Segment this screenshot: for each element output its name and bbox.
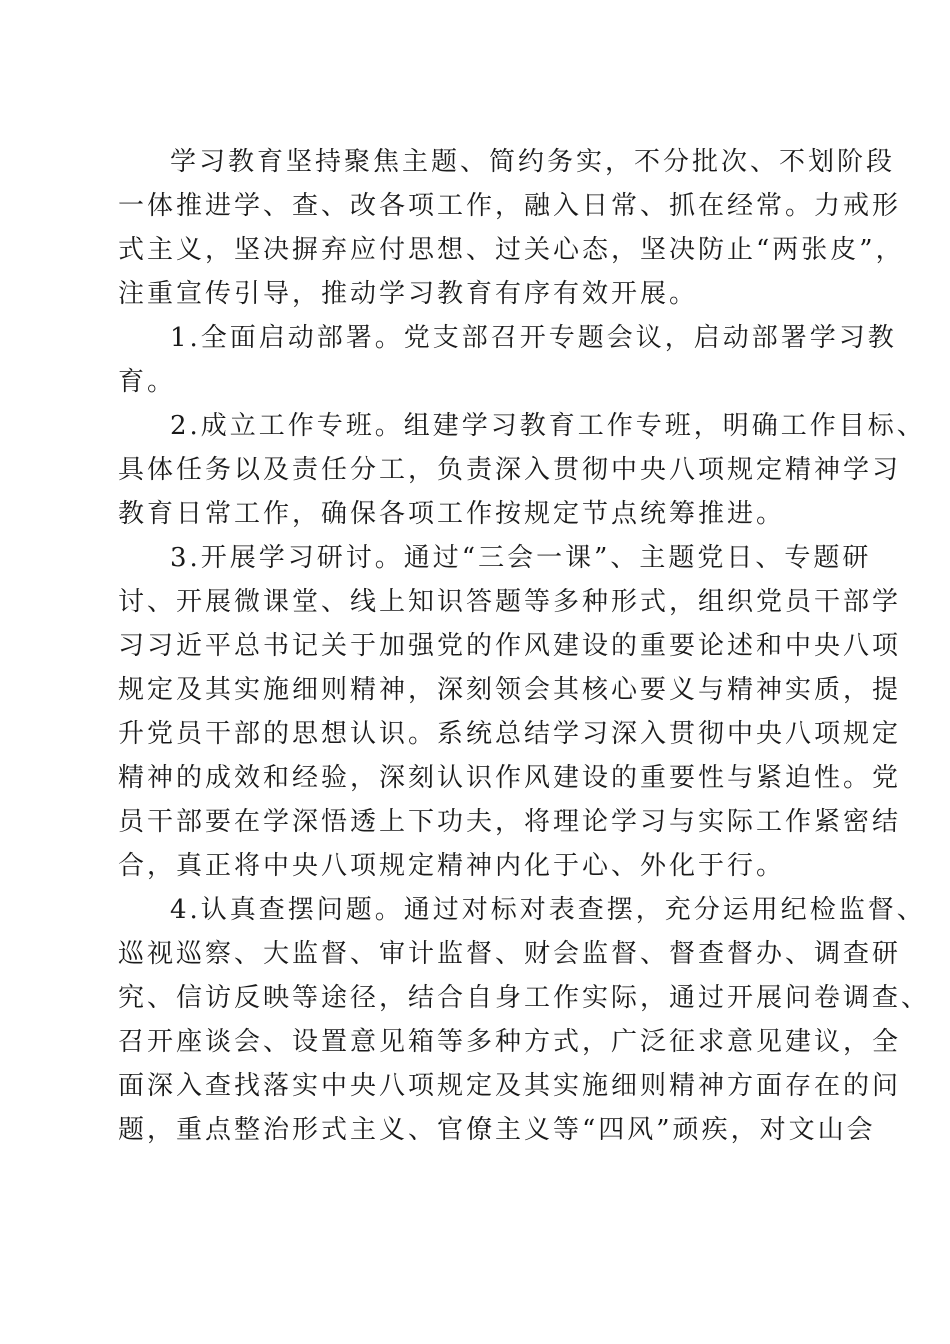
text-line: 1.全面启动部署。党支部召开专题会议，启动部署学习教	[170, 323, 897, 353]
paragraph-item-2	[118, 404, 926, 536]
text-line: 员干部要在学深悟透上下功夫，将理论学习与实际工作紧密结	[118, 807, 902, 837]
text-line: 升党员干部的思想认识。系统总结学习深入贯彻中央八项规定	[118, 719, 902, 749]
text-line: 育。	[118, 367, 177, 397]
paragraph-intro	[118, 140, 905, 316]
text-line: 式主义，坚决摒弃应付思想、过关心态，坚决防止“两张皮”，	[118, 235, 905, 265]
text-line: 3.开展学习研讨。通过“三会一课”、主题党日、专题研	[170, 543, 872, 573]
text-line: 合，真正将中央八项规定精神内化于心、外化于行。	[118, 851, 786, 881]
text-line: 2.成立工作专班。组建学习教育工作专班，明确工作目标、	[170, 411, 926, 441]
document-body	[118, 140, 931, 1152]
text-line: 面深入查找落实中央八项规定及其实施细则精神方面存在的问	[118, 1071, 902, 1101]
text-line: 教育日常工作，确保各项工作按规定节点统筹推进。	[118, 499, 786, 529]
paragraph-item-4	[118, 888, 931, 1152]
text-line: 题，重点整治形式主义、官僚主义等“四风”顽疾，对文山会	[118, 1115, 876, 1145]
text-line: 召开座谈会、设置意见箱等多种方式，广泛征求意见建议，全	[118, 1027, 902, 1057]
text-line: 注重宣传引导，推动学习教育有序有效开展。	[118, 279, 699, 309]
text-line: 具体任务以及责任分工，负责深入贯彻中央八项规定精神学习	[118, 455, 902, 485]
text-line: 学习教育坚持聚焦主题、简约务实，不分批次、不划阶段	[170, 147, 896, 177]
paragraph-item-3	[118, 536, 902, 888]
text-line: 4.认真查摆问题。通过对标对表查摆，充分运用纪检监督、	[170, 895, 926, 925]
text-line: 讨、开展微课堂、线上知识答题等多种形式，组织党员干部学	[118, 587, 902, 617]
text-line: 一体推进学、查、改各项工作，融入日常、抓在经常。力戒形	[118, 191, 902, 221]
text-line: 究、信访反映等途径，结合自身工作实际，通过开展问卷调查、	[118, 983, 931, 1013]
text-line: 规定及其实施细则精神，深刻领会其核心要义与精神实质，提	[118, 675, 902, 705]
text-line: 精神的成效和经验，深刻认识作风建设的重要性与紧迫性。党	[118, 763, 902, 793]
paragraph-item-1	[118, 316, 897, 404]
text-line: 习习近平总书记关于加强党的作风建设的重要论述和中央八项	[118, 631, 902, 661]
text-line: 巡视巡察、大监督、审计监督、财会监督、督查督办、调查研	[118, 939, 902, 969]
